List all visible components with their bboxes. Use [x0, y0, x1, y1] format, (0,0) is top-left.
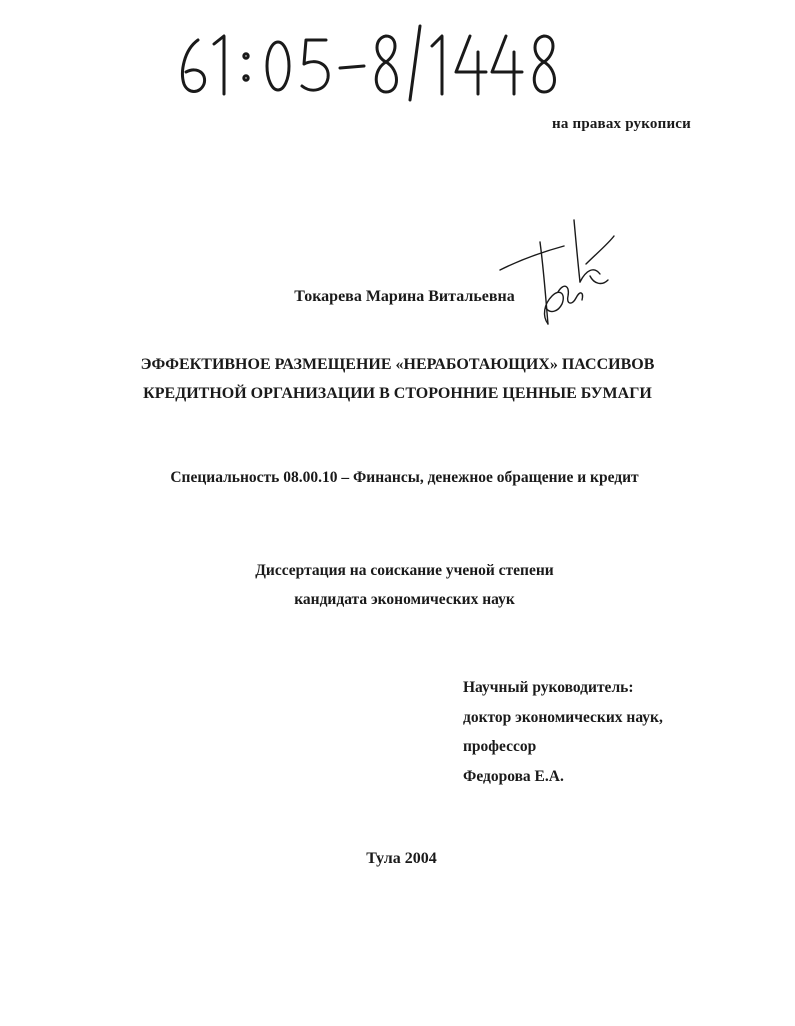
supervisor-degree: доктор экономических наук, — [463, 708, 663, 726]
supervisor-label: Научный руководитель: — [463, 679, 634, 696]
title-line: ЭФФЕКТИВНОЕ РАЗМЕЩЕНИЕ «НЕРАБОТАЮЩИХ» ПАССИВОВ — [140, 356, 655, 373]
signature-drawing — [490, 212, 620, 337]
supervisor-rank: профессор — [463, 738, 537, 755]
author-name: Токарева Марина Витальевна — [294, 288, 515, 305]
specialty-line: Специальность 08.00.10 – Финансы, денежное обращение и кредит — [170, 469, 639, 486]
degree-line: кандидата экономических наук — [294, 591, 515, 608]
degree-line: Диссертация на соискание ученой степени — [255, 562, 554, 579]
title-line: КРЕДИТНОЙ ОРГАНИЗАЦИИ В СТОРОННИЕ ЦЕННЫЕ БУМАГИ — [143, 385, 652, 402]
city-year: Тула 2004 — [366, 850, 437, 867]
handwritten-archive-number — [170, 22, 570, 102]
supervisor-block — [463, 673, 663, 791]
handwritten-number-drawing — [170, 22, 570, 102]
dissertation-title — [0, 350, 795, 408]
supervisor-name: Федорова Е.А. — [463, 767, 564, 785]
degree-statement — [0, 556, 795, 614]
signature — [490, 212, 620, 337]
rights-notice: на правах рукописи — [551, 116, 691, 132]
